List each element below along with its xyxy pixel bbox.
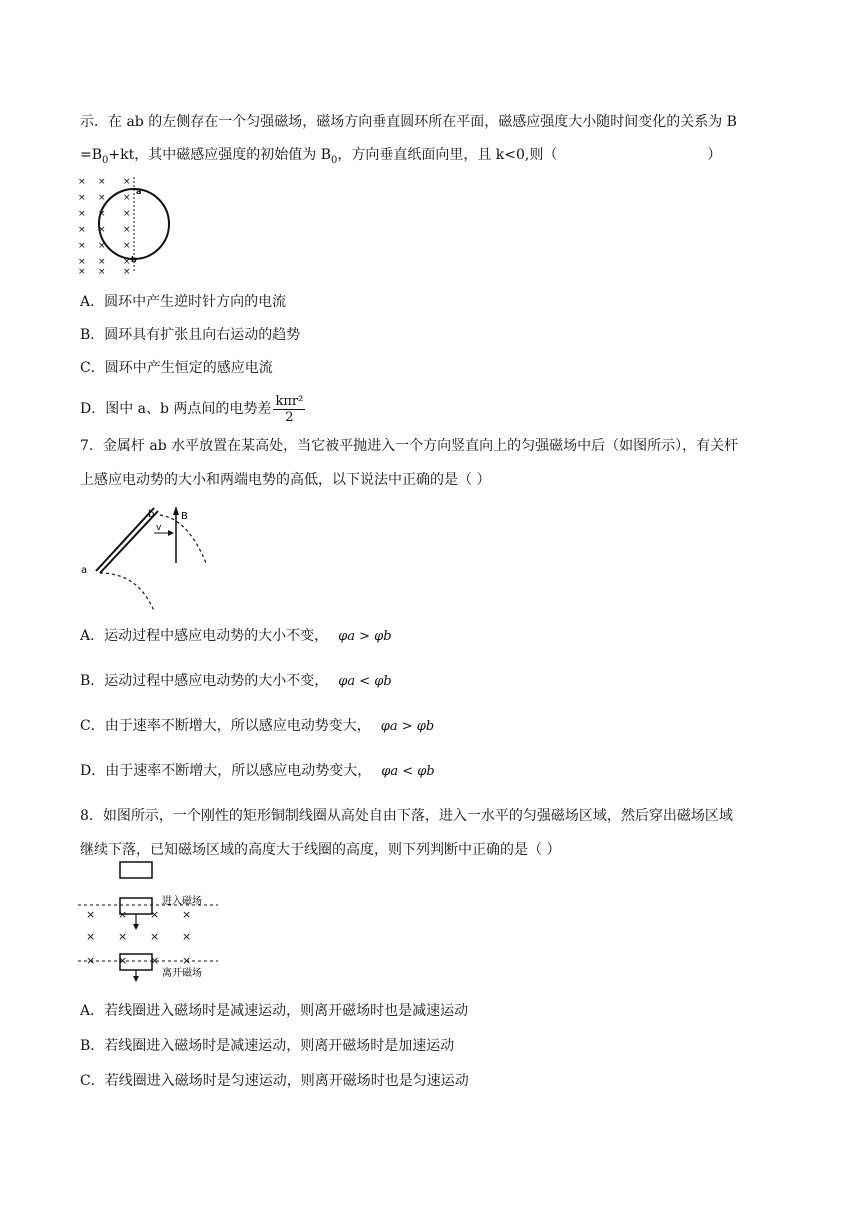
- rod-ab-edge1: [96, 508, 154, 571]
- coil-top: [120, 862, 152, 878]
- svg-text:×: ×: [123, 267, 131, 276]
- q7-option-b: B．运动过程中感应电动势的大小不变， φa < φb: [80, 673, 392, 689]
- svg-text:×: ×: [98, 177, 106, 187]
- svg-text:×: ×: [78, 267, 86, 276]
- q7-stem-line1: 7．金属杆 ab 水平放置在某高处，当它被平抛进入一个方向竖直向上的匀强磁场中后（如图所示），有关杆: [80, 438, 739, 454]
- svg-text:×: ×: [78, 257, 86, 267]
- svg-text:×: ×: [123, 209, 131, 219]
- svg-text:×: ×: [78, 193, 86, 203]
- q6-option-b: B．圆环具有扩张且向右运动的趋势: [80, 327, 301, 343]
- svg-text:×: ×: [123, 241, 131, 251]
- magnetic-field-crosses: [86, 908, 191, 967]
- q8-stem-line1: 8．如图所示，一个刚性的矩形铜制线圈从高处自由下落，进入一水平的匀强磁场区域，然后穿出磁场区域: [80, 808, 733, 824]
- q6-stem-line1: 示．在 ab 的左侧存在一个匀强磁场，磁场方向垂直圆环所在平面，磁感应强度大小随时间变化的关系为 B: [80, 114, 737, 130]
- label-B: B: [181, 511, 188, 522]
- svg-text:×: ×: [123, 193, 131, 203]
- svg-text:×: ×: [182, 930, 192, 943]
- q7-option-c: C．由于速率不断增大，所以感应电动势变大， φa > φb: [80, 718, 435, 734]
- svg-text:×: ×: [150, 954, 160, 967]
- svg-text:×: ×: [86, 930, 96, 943]
- svg-text:×: ×: [150, 930, 160, 943]
- svg-text:×: ×: [98, 241, 106, 251]
- label-v: v: [156, 523, 162, 533]
- q8-option-c: C．若线圈进入磁场时是匀速运动，则离开磁场时也是匀速运动: [80, 1073, 469, 1089]
- q7-stem-line2: 上感应电动势的大小和两端电势的高低，以下说法中正确的是（ ）: [80, 472, 491, 488]
- svg-text:×: ×: [98, 267, 106, 276]
- q7-option-a: A．运动过程中感应电动势的大小不变， φa > φb: [80, 628, 392, 644]
- svg-text:×: ×: [150, 908, 160, 921]
- q7-figure-rod-field: [78, 503, 218, 613]
- svg-text:×: ×: [98, 209, 106, 219]
- label-b: b: [131, 255, 137, 264]
- svg-text:×: ×: [78, 177, 86, 187]
- label-leave-field: 离开磁场: [162, 968, 202, 979]
- fraction: $\frac{\text{kπr²}}{2}$: [275, 393, 304, 425]
- svg-text:×: ×: [78, 241, 86, 251]
- q8-figure-coil-field: [78, 860, 228, 984]
- svg-text:×: ×: [98, 193, 106, 203]
- svg-text:×: ×: [182, 954, 192, 967]
- q6-figure-ring-field: [76, 172, 176, 276]
- q6-stem-line2: $=B_0+kt$，其中磁感应强度的初始值为 $B_0$，方向垂直纸面向里，且 k<0,则（ ）: [80, 147, 722, 166]
- label-enter-field: 进入磁场: [162, 896, 202, 907]
- q8-option-a: A．若线圈进入磁场时是减速运动，则离开磁场时也是减速运动: [80, 1003, 469, 1019]
- svg-text:×: ×: [182, 908, 192, 921]
- q6-option-c: C．圆环中产生恒定的感应电流: [80, 360, 273, 376]
- svg-text:×: ×: [118, 930, 128, 943]
- q6-option-a: A．圆环中产生逆时针方向的电流: [80, 294, 287, 310]
- svg-text:×: ×: [123, 257, 131, 267]
- svg-text:×: ×: [86, 908, 96, 921]
- q8-option-b: B．若线圈进入磁场时是减速运动，则离开磁场时是加速运动: [80, 1038, 455, 1054]
- ring-circle: [99, 189, 169, 259]
- rod-ab-edge2: [100, 511, 158, 573]
- svg-text:×: ×: [98, 225, 106, 235]
- q6-option-d: D．图中 a、b 两点间的电势差 $\frac{\text{kπr²}}{2}$: [80, 393, 304, 425]
- svg-text:×: ×: [123, 225, 131, 235]
- svg-text:×: ×: [98, 257, 106, 267]
- svg-text:×: ×: [118, 954, 128, 967]
- label-b: b: [148, 509, 155, 520]
- svg-text:×: ×: [78, 209, 86, 219]
- svg-text:×: ×: [78, 225, 86, 235]
- q8-stem-line2: 继续下落，已知磁场区域的高度大于线圈的高度，则下列判断中正确的是（ ）: [80, 842, 561, 858]
- label-a: a: [81, 565, 88, 576]
- svg-text:×: ×: [118, 908, 128, 921]
- q7-option-d: D．由于速率不断增大，所以感应电动势变大， φa < φb: [80, 763, 435, 779]
- svg-text:×: ×: [86, 954, 96, 967]
- label-a: a: [136, 187, 142, 196]
- svg-text:×: ×: [123, 177, 131, 187]
